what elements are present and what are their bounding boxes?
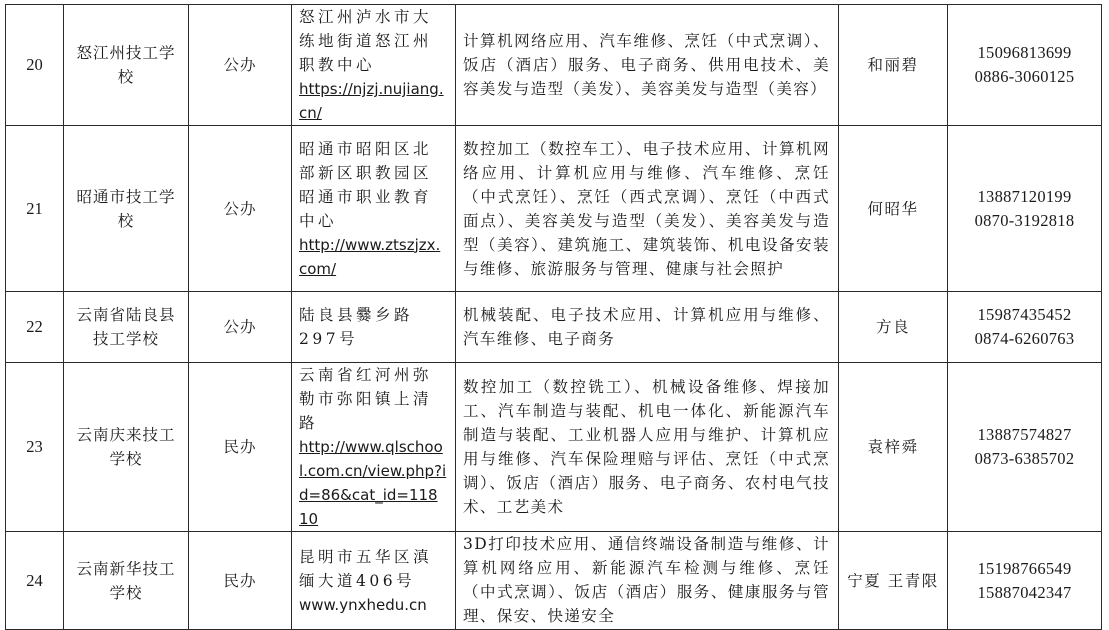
school-address-cell: [292, 532, 456, 630]
contact-person: 袁梓舜: [839, 363, 948, 532]
row-number: 21: [6, 126, 64, 292]
school-name: 云南新华技工学校: [64, 532, 189, 630]
school-address-cell: [292, 126, 456, 292]
phone-landline: 15887042347: [977, 582, 1072, 602]
school-website-link[interactable]: http://www.qlschool.com.cn/view.php?id=86&cat_id=11810: [299, 438, 447, 528]
row-number: 20: [6, 5, 64, 126]
contact-phone-cell: [948, 532, 1102, 630]
table-row: [6, 5, 1102, 126]
school-name: 云南庆来技工学校: [64, 363, 189, 532]
table-row: [6, 292, 1102, 363]
school-website-link[interactable]: www.ynxhedu.cn: [299, 595, 427, 614]
school-majors: 3D打印技术应用、通信终端设备制造与维修、计算机网络应用、新能源汽车检测与维修、烹饪（中式烹调）、饭店（酒店）服务、健康服务与管理、保安、快递安全: [456, 532, 839, 630]
school-majors: 数控加工（数控铣工）、机械设备维修、焊接加工、汽车制造与装配、机电一体化、新能源汽车制造与装配、工业机器人应用与维护、计算机应用与维修、汽车保险理赔与评估、烹饪（中式烹调）、饭店（酒店）服务、电子商务、农村电气技术、工艺美术: [456, 363, 839, 532]
contact-person: 宁夏 王青限: [839, 532, 948, 630]
phone-landline: 0874-6260763: [974, 329, 1075, 348]
table-row: [6, 363, 1102, 532]
school-address: 昭通市昭阳区北部新区职教园区昭通市职业教育中心: [299, 139, 433, 230]
phone-mobile: 13887120199: [977, 186, 1072, 206]
row-number: 22: [6, 292, 64, 363]
school-name: 云南省陆良县技工学校: [64, 292, 189, 363]
contact-phone-cell: [948, 5, 1102, 126]
school-name: 怒江州技工学校: [64, 5, 189, 126]
school-type: 公办: [189, 126, 292, 292]
school-website-link[interactable]: http://www.ztszjzx.com/: [299, 235, 441, 278]
school-majors: 机械装配、电子技术应用、计算机应用与维修、汽车维修、电子商务: [456, 292, 839, 363]
school-type: 公办: [189, 5, 292, 126]
school-address: 昆明市五华区滇缅大道406号: [299, 547, 433, 590]
contact-phone-cell: [948, 126, 1102, 292]
school-table: [5, 4, 1102, 630]
contact-phone-cell: [948, 292, 1102, 363]
school-majors: 数控加工（数控车工）、电子技术应用、计算机网络应用、计算机应用与维修、汽车维修、烹饪（中式烹饪）、烹饪（西式烹调）、烹饪（中西式面点）、美容美发与造型（美发）、美容美发与造型（美容）、建筑施工、建筑装饰、机电设备安装与维修、旅游服务与管理、健康与社会照护: [456, 126, 839, 292]
school-name: 昭通市技工学校: [64, 126, 189, 292]
school-address-cell: [292, 292, 456, 363]
school-website-link[interactable]: https://njzj.nujiang.cn/: [299, 80, 444, 122]
row-number: 23: [6, 363, 64, 532]
school-address-cell: [292, 5, 456, 126]
phone-landline: 0873-6385702: [974, 449, 1075, 468]
contact-person: 方良: [839, 292, 948, 363]
row-number: 24: [6, 532, 64, 630]
school-address: 陆良县爨乡路297号: [299, 306, 414, 348]
contact-phone-cell: [948, 363, 1102, 532]
school-address-cell: [292, 363, 456, 532]
phone-landline: 0886-3060125: [974, 67, 1075, 86]
school-type: 民办: [189, 363, 292, 532]
phone-landline: 0870-3192818: [974, 210, 1075, 230]
school-majors: 计算机网络应用、汽车维修、烹饪（中式烹调）、饭店（酒店）服务、电子商务、供用电技术、美容美发与造型（美发）、美容美发与造型（美容）: [456, 5, 839, 126]
contact-person: 何昭华: [839, 126, 948, 292]
school-type: 民办: [189, 532, 292, 630]
table-row: [6, 532, 1102, 630]
school-type: 公办: [189, 292, 292, 363]
phone-mobile: 15987435452: [977, 305, 1072, 324]
phone-mobile: 15198766549: [977, 558, 1072, 578]
phone-mobile: 15096813699: [977, 43, 1072, 62]
school-address: 云南省红河州弥勒市弥阳镇上清路: [299, 366, 433, 432]
phone-mobile: 13887574827: [977, 425, 1072, 444]
school-address: 怒江州泸水市大练地街道怒江州职教中心: [299, 8, 433, 74]
table-row: [6, 126, 1102, 292]
contact-person: 和丽碧: [839, 5, 948, 126]
